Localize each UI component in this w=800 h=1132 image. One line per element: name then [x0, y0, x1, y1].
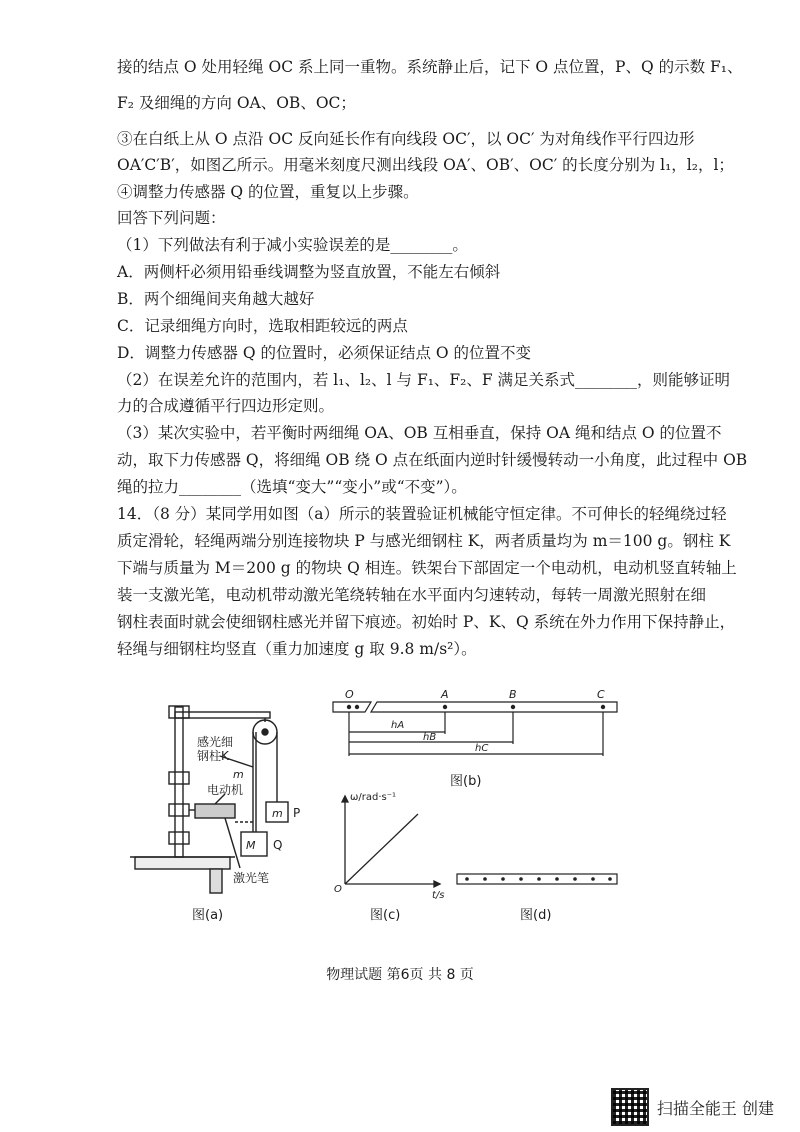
label-box-p-mass: m: [272, 807, 283, 820]
question-3: （3）某次实验中，若平衡时两细绳 OA、OB 互相垂直，保持 OA 绳和结点 O 的位置不: [117, 424, 722, 442]
label-q: Q: [273, 838, 283, 852]
label-sensitive-column-line2: 钢柱K: [197, 749, 229, 763]
label-m-rope: m: [233, 768, 244, 781]
figure-a-apparatus: [125, 692, 335, 902]
scanner-watermark: [611, 1088, 774, 1126]
option-a: A．两侧杆必须用铅垂线调整为竖直放置，不能左右倾斜: [117, 263, 501, 281]
point-c: C: [597, 688, 605, 701]
figure-a-caption: 图(a): [192, 908, 224, 923]
figure-b-column-marks: [325, 688, 625, 778]
option-d: D．调整力传感器 Q 的位置时，必须保证结点 O 的位置不变: [117, 344, 532, 362]
text-line: 装一支激光笔，电动机带动激光笔绕转轴在水平面内匀速转动，每转一周激光照射在细: [117, 586, 707, 604]
label-ha: hA: [391, 720, 405, 731]
text-line: 钢柱表面时就会使细钢柱感光并留下痕迹。初始时 P、K、Q 系统在外力作用下保持静止，: [117, 613, 736, 631]
text-line: 力的合成遵循平行四边形定则。: [117, 397, 335, 415]
text-line: 绳的拉力________（选填“变大”“变小”或“不变”）。: [117, 478, 467, 496]
label-sensitive-column-line1: 感光细: [197, 735, 234, 749]
scanner-text: 扫描全能王 创建: [656, 1098, 774, 1118]
question-2: （2）在误差允许的范围内，若 l₁、l₂、l 与 F₁、F₂、F 满足关系式________，则能够证明: [117, 371, 731, 389]
text-line: 下端与质量为 M＝200 g 的物块 Q 相连。铁架台下部固定一个电动机，电动机竖直转轴上: [117, 559, 737, 577]
question-1: （1）下列做法有利于减小实验误差的是________。: [117, 236, 468, 254]
text-line: 质定滑轮，轻绳两端分别连接物块 P 与感光细钢柱 K，两者质量均为 m＝100 g。钢柱 K: [117, 532, 731, 550]
text-line: 接的结点 O 处用轻绳 OC 系上同一重物。系统静止后，记下 O 点位置，P、Q 的示数 F₁、: [117, 58, 743, 76]
text-line: ④调整力传感器 Q 的位置，重复以上步骤。: [117, 183, 419, 201]
origin-label: O: [334, 884, 342, 895]
label-box-q-mass: M: [246, 839, 256, 852]
figure-b-caption: 图(b): [450, 774, 482, 789]
text-line: F₂ 及细绳的方向 OA、OB、OC；: [117, 94, 356, 112]
label-p: P: [293, 806, 301, 820]
point-b: B: [509, 688, 517, 701]
point-o: O: [345, 688, 354, 701]
point-a: A: [441, 688, 449, 701]
label-hc: hC: [475, 743, 489, 754]
label-hb: hB: [423, 732, 437, 743]
label-laser-pen: 激光笔: [233, 871, 270, 885]
option-b: B．两个细绳间夹角越大越好: [117, 290, 315, 308]
text-line: OA′C′B′，如图乙所示。用毫米刻度尺测出线段 OA′、OB′、OC′ 的长度分别为 l₁，l₂，l；: [117, 156, 734, 174]
text-line: 轻绳与细钢柱均竖直（重力加速度 g 取 9.8 m/s²）。: [117, 640, 477, 658]
figure-c-caption: 图(c): [370, 908, 401, 923]
text-line: ③在白纸上从 O 点沿 OC 反向延长作有向线段 OC′，以 OC′ 为对角线作平行四边形: [117, 130, 695, 148]
figure-d-column-traces: [455, 868, 625, 890]
option-c: C．记录细绳方向时，选取相距较远的两点: [117, 317, 408, 335]
text-line: 回答下列问题：: [117, 209, 226, 227]
label-motor: 电动机: [207, 783, 244, 797]
text-line: 动，取下力传感器 Q，将细绳 OB 绕 O 点在纸面内逆时针缓慢转动一小角度，此过程中 OB: [117, 451, 748, 469]
figure-c-omega-time-graph: [330, 786, 450, 901]
question-14: 14．（8 分）某同学用如图（a）所示的装置验证机械能守恒定律。不可伸长的轻绳绕过轻: [117, 505, 727, 523]
x-axis-label: t/s: [432, 890, 445, 901]
figure-d-caption: 图(d): [520, 908, 552, 923]
y-axis-label: ω/rad·s⁻¹: [350, 792, 397, 803]
qr-code-icon: [611, 1088, 649, 1126]
page-footer: 物理试题 第6页 共 8 页: [326, 967, 474, 983]
